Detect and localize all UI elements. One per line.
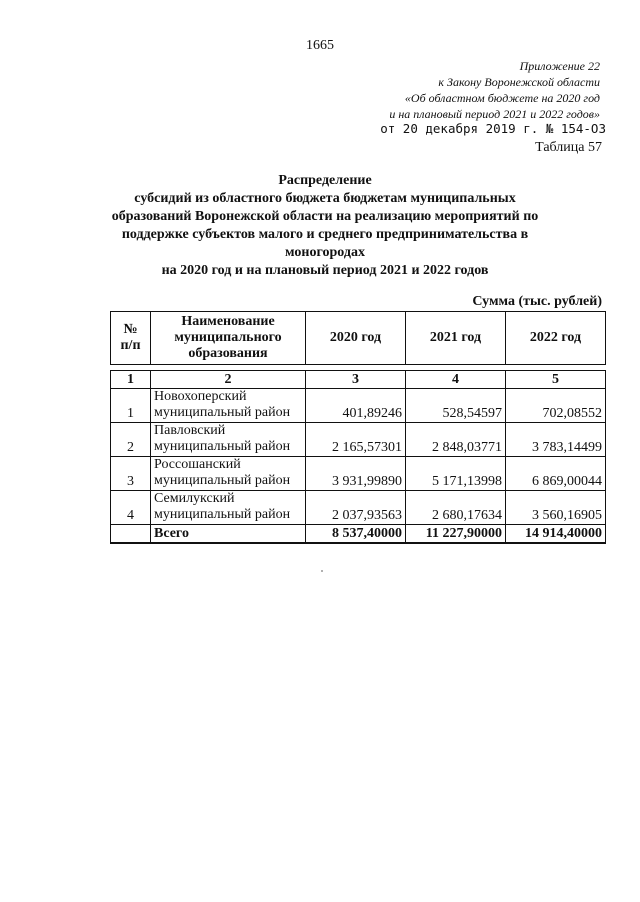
column-index-row	[111, 371, 606, 389]
title-line: моногородах	[285, 245, 365, 260]
total-row	[111, 525, 606, 544]
column-index: 2	[151, 371, 306, 389]
total-num-cell	[111, 525, 151, 544]
appendix-header	[389, 58, 600, 122]
table-row	[111, 423, 606, 457]
header-num-line: п/п	[120, 338, 141, 353]
name-line: муниципальный район	[154, 473, 291, 488]
table-header-row	[111, 312, 606, 365]
municipality-name	[151, 457, 306, 491]
title-line: субсидий из областного бюджета бюджетам муниципальных	[134, 191, 516, 206]
name-line: Новохоперский	[154, 389, 247, 404]
header-2022: 2022 год	[506, 312, 606, 365]
value-2021: 2 848,03771	[406, 423, 506, 457]
appendix-line: Приложение 22	[519, 59, 600, 73]
table-row	[111, 491, 606, 525]
value-2022: 702,08552	[506, 389, 606, 423]
row-number: 2	[111, 423, 151, 457]
appendix-line: и на плановый период 2021 и 2022 годов»	[389, 107, 600, 121]
value-2022: 6 869,00044	[506, 457, 606, 491]
column-index: 3	[306, 371, 406, 389]
header-num	[111, 312, 151, 365]
scan-speck	[321, 570, 323, 572]
total-label: Всего	[151, 525, 306, 544]
value-2022: 3 783,14499	[506, 423, 606, 457]
municipality-name	[151, 389, 306, 423]
value-2020: 2 037,93563	[306, 491, 406, 525]
value-2021: 528,54597	[406, 389, 506, 423]
value-2020: 401,89246	[306, 389, 406, 423]
municipality-name	[151, 491, 306, 525]
table-number: Таблица 57	[535, 140, 602, 155]
value-2021: 2 680,17634	[406, 491, 506, 525]
total-2021: 11 227,90000	[406, 525, 506, 544]
column-index: 1	[111, 371, 151, 389]
column-index: 5	[506, 371, 606, 389]
name-line: муниципальный район	[154, 507, 291, 522]
total-2022: 14 914,40000	[506, 525, 606, 544]
table-row	[111, 389, 606, 423]
municipality-name	[151, 423, 306, 457]
header-num-line: №	[123, 322, 138, 337]
law-date: от 20 декабря 2019 г. № 154-ОЗ	[380, 121, 606, 136]
total-2020: 8 537,40000	[306, 525, 406, 544]
value-2021: 5 171,13998	[406, 457, 506, 491]
header-2020: 2020 год	[306, 312, 406, 365]
appendix-line: к Закону Воронежской области	[438, 75, 600, 89]
table-row	[111, 457, 606, 491]
name-line: Павловский	[154, 423, 226, 438]
appendix-line: «Об областном бюджете на 2020 год	[404, 91, 600, 105]
title-line: образований Воронежской области на реализацию мероприятий по	[111, 209, 539, 224]
header-2021: 2021 год	[406, 312, 506, 365]
value-2020: 3 931,99890	[306, 457, 406, 491]
title-line: поддержке субъектов малого и среднего предпринимательства в	[121, 227, 529, 242]
name-line: муниципальный район	[154, 439, 291, 454]
row-number: 1	[111, 389, 151, 423]
document-title	[100, 172, 550, 280]
header-name-line: муниципального	[174, 330, 282, 345]
column-index: 4	[406, 371, 506, 389]
header-name	[151, 312, 306, 365]
page-number: 1665	[306, 38, 334, 53]
row-number: 3	[111, 457, 151, 491]
subsidy-table	[110, 311, 606, 544]
row-number: 4	[111, 491, 151, 525]
header-name-line: Наименование	[181, 314, 275, 329]
value-2022: 3 560,16905	[506, 491, 606, 525]
title-line: Распределение	[278, 173, 372, 188]
name-line: муниципальный район	[154, 405, 291, 420]
header-name-line: образования	[188, 346, 268, 361]
unit-label: Сумма (тыс. рублей)	[472, 294, 602, 309]
value-2020: 2 165,57301	[306, 423, 406, 457]
title-line: на 2020 год и на плановый период 2021 и 2022 годов	[161, 263, 489, 278]
name-line: Семилукский	[154, 491, 235, 506]
name-line: Россошанский	[154, 457, 241, 472]
